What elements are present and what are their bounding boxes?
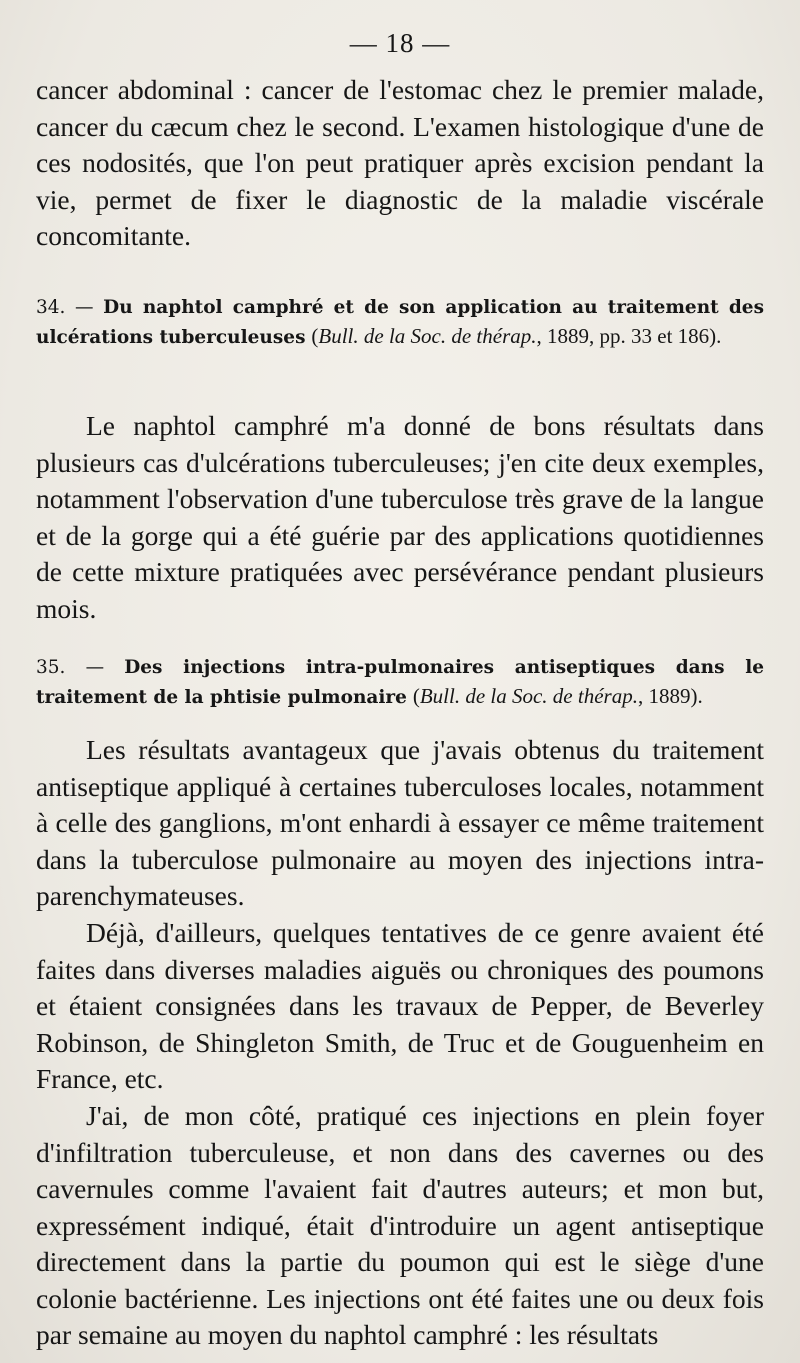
citation-details: , 1889). (637, 684, 703, 708)
citation-open-paren: ( (311, 324, 319, 348)
entry-citation (413, 684, 703, 708)
entry-number: 34. — (36, 297, 94, 318)
entry-title: Du naphtol camphré et de son application au traitement des ulcérations tuberculeuses (36, 297, 764, 348)
citation-journal: Bull. de la Soc. de thérap. (318, 324, 537, 348)
paragraph-cancer-abdominal: cancer abdominal : cancer de l'estomac chez le premier malade, cancer du cæcum chez le second. L'examen histologique d'une de ces nodosités, que l'on peut pratiquer après excision pendant la vie, permet de fixer le diagnostic de la maladie viscérale concomitante. (36, 74, 764, 251)
entry-citation (311, 324, 721, 348)
paragraph-injections: J'ai, de mon côté, pratiqué ces injections en plein foyer d'infiltration tuberculeuse, et non dans des cavernes ou des cavernules comme l'avaient fait d'autres auteurs; et mon but, expressément indiqué, était d'introduire un agent antiseptique directement dans la partie du poumon qui est le siège d'une colonie bactérienne. Les injections ont été faites une ou deux fois par semaine au moyen du naphtol camphré : les résultats (36, 1100, 764, 1350)
citation-open-paren: ( (412, 684, 420, 708)
citation-details: , 1889, pp. 33 et 186). (536, 324, 722, 348)
entry-number: 35. — (36, 657, 105, 678)
bibliography-entry-34 (36, 294, 764, 352)
paragraph-resultats-avantageux: Les résultats avantageux que j'avais obtenus du traitement antiseptique appliqué à certaines tuberculoses locales, notamment à celle des ganglions, m'ont enhardi à essayer ce même traitement dans la tuberculose pulmonaire au moyen des injections intra-parenchymateuses. (36, 734, 764, 911)
page-number: — 18 — (349, 28, 451, 58)
paragraph-naphtol-results: Le naphtol camphré m'a donné de bons résultats dans plusieurs cas d'ulcérations tuberculeuses; j'en cite deux exemples, notamment l'observation d'une tuberculose très grave de la langue et de la gorge qui a été guérie par des applications quotidiennes de cette mixture pratiquées avec persévérance pendant plusieurs mois. (36, 410, 764, 624)
citation-journal: Bull. de la Soc. de thérap. (419, 684, 638, 708)
paragraph-tentatives: Déjà, d'ailleurs, quelques tentatives de ce genre avaient été faites dans diverses maladies aiguës ou chroniques des poumons et étaient consignées dans les travaux de Pepper, de Beverley Robinson, de Shingleton Smith, de Truc et de Gouguenheim en France, etc. (36, 917, 764, 1094)
entry-title: Des injections intra-pulmonaires antiseptiques dans le traitement de la phtisie pulmonaire (36, 657, 764, 708)
bibliography-entry-35 (36, 654, 764, 712)
